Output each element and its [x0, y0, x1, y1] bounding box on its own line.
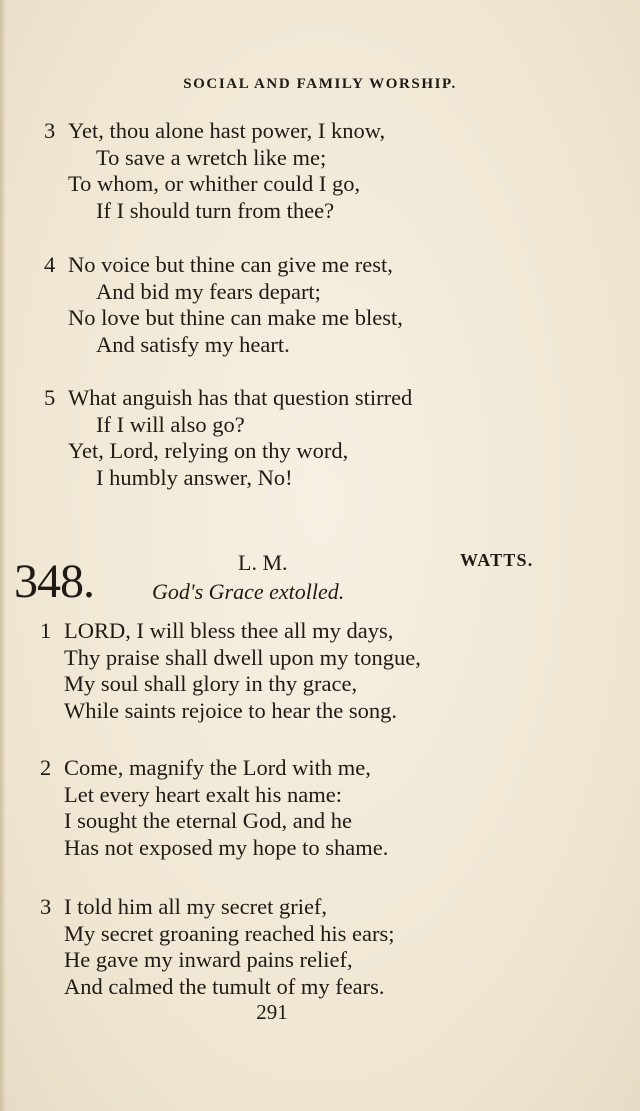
verse-line: And bid my fears depart;	[96, 278, 321, 304]
hymn-title: God's Grace extolled.	[152, 579, 345, 604]
verse-number: 1	[40, 618, 52, 643]
verse-line: 3 I told him all my secret grief,	[40, 894, 328, 919]
verse-line: If I will also go?	[96, 411, 245, 437]
verse-line: And calmed the tumult of my fears.	[64, 973, 385, 999]
verse-line: 5 What anguish has that question stirred	[44, 385, 413, 410]
verse-line: Yet, Lord, relying on thy word,	[68, 438, 349, 464]
verse-line: I sought the eternal God, and he	[64, 808, 353, 834]
verse-number: 3	[40, 894, 52, 919]
hymn-meter: L. M.	[238, 550, 288, 575]
verse-line: He gave my inward pains relief,	[64, 947, 353, 973]
verse-line: Let every heart exalt his name:	[64, 781, 342, 807]
prev-verse-4	[44, 252, 604, 358]
hymn-author: WATTS.	[460, 550, 534, 570]
prev-verse-3	[44, 118, 604, 224]
hymn-verse-2	[40, 755, 600, 861]
verse-number: 3	[44, 118, 56, 143]
verse-line: 4 No voice but thine can give me rest,	[44, 252, 393, 277]
hymn-number: 348.	[14, 555, 94, 608]
verse-line: 2 Come, magnify the Lord with me,	[40, 755, 371, 780]
verse-number: 5	[44, 385, 56, 410]
verse-line: I humbly answer, No!	[96, 464, 293, 490]
verse-line: To save a wretch like me;	[96, 144, 327, 170]
verse-line: Thy praise shall dwell upon my tongue,	[64, 644, 421, 670]
verse-line: My secret groaning reached his ears;	[64, 920, 395, 946]
prev-verse-5	[44, 385, 604, 491]
verse-line: While saints rejoice to hear the song.	[64, 697, 398, 723]
verse-line: 1 LORD, I will bless thee all my days,	[40, 618, 394, 643]
page-number: 291	[256, 1000, 288, 1024]
hymn-verse-3	[40, 894, 600, 1000]
hymn-verse-1	[40, 618, 600, 724]
verse-line: If I should turn from thee?	[96, 197, 335, 223]
verse-line: No love but thine can make me blest,	[68, 305, 403, 331]
verse-line: My soul shall glory in thy grace,	[64, 671, 358, 697]
verse-line: Has not exposed my hope to shame.	[64, 834, 389, 860]
running-header: SOCIAL AND FAMILY WORSHIP.	[183, 76, 457, 92]
verse-line: And satisfy my heart.	[96, 331, 290, 357]
verse-number: 2	[40, 755, 52, 780]
verse-line: 3 Yet, thou alone hast power, I know,	[44, 118, 386, 143]
verse-number: 4	[44, 252, 56, 277]
verse-line: To whom, or whither could I go,	[68, 171, 361, 197]
page-spine-shadow	[0, 0, 6, 1111]
